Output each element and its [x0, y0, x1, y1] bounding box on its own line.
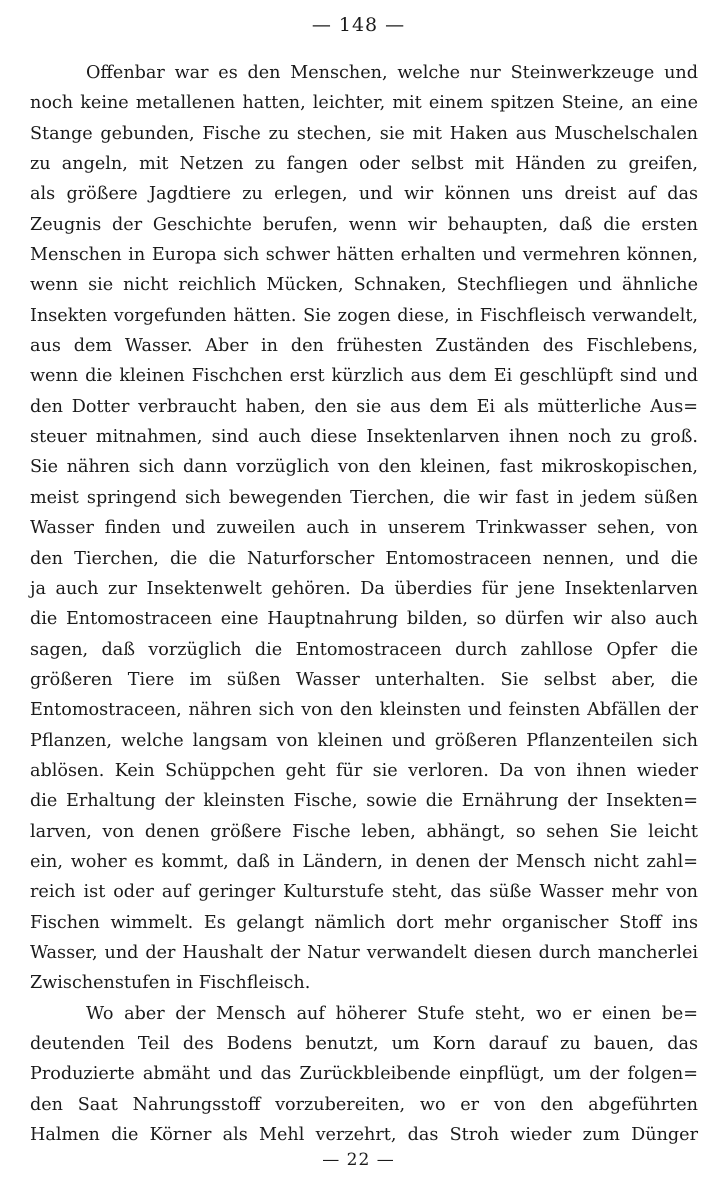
- text-line: larven, von denen größere Fische leben, abhängt, so sehen Sie leicht: [30, 821, 698, 842]
- text-line: Halmen die Körner als Mehl verzehrt, das Stroh wieder zum Dünger: [30, 1125, 698, 1146]
- text-line: aus dem Wasser. Aber in den frühesten Zuständen des Fischlebens,: [30, 336, 698, 357]
- text-line: Offenbar war es den Menschen, welche nur Steinwerkzeuge und: [86, 63, 698, 83]
- text-line: Wasser, und der Haushalt der Natur verwandelt diesen durch mancherlei: [30, 942, 698, 963]
- text-line: Zeugnis der Geschichte berufen, wenn wir behaupten, daß die ersten: [30, 214, 698, 235]
- signature-footer: — 22 —: [322, 1150, 395, 1170]
- text-line: die Erhaltung der kleinsten Fische, sowie die Ernährung der Insekten=: [30, 791, 698, 812]
- text-line: Wasser finden und zuweilen auch in unserem Trinkwasser sehen, von: [30, 518, 698, 539]
- page-number-header: — 148 —: [311, 14, 406, 36]
- paragraph-2: [30, 999, 698, 1151]
- text-line: ein, woher es kommt, daß in Ländern, in denen der Mensch nicht zahl=: [30, 851, 698, 872]
- text-line: den Tierchen, die die Naturforscher Entomostraceen nennen, und die: [30, 548, 698, 569]
- text-line: als größere Jagdtiere zu erlegen, und wir können uns dreist auf das: [30, 184, 698, 205]
- text-line: steuer mitnahmen, sind auch diese Insektenlarven ihnen noch zu groß.: [30, 427, 698, 448]
- text-line: Sie nähren sich dann vorzüglich von den kleinen, fast mikroskopischen,: [30, 457, 698, 478]
- text-line: zu angeln, mit Netzen zu fangen oder selbst mit Händen zu greifen,: [30, 154, 698, 175]
- text-line: wenn die kleinen Fischchen erst kürzlich aus dem Ei geschlüpft sind und: [30, 366, 698, 387]
- text-line: Pflanzen, welche langsam von kleinen und größeren Pflanzenteilen sich: [30, 730, 698, 751]
- text-line: Fischen wimmelt. Es gelangt nämlich dort mehr organischer Stoff ins: [30, 912, 698, 933]
- text-line: reich ist oder auf geringer Kulturstufe steht, das süße Wasser mehr von: [30, 882, 698, 903]
- text-line: größeren Tiere im süßen Wasser unterhalten. Sie selbst aber, die: [30, 669, 698, 690]
- text-line: Wo aber der Mensch auf höherer Stufe steht, wo er einen be=: [86, 1003, 698, 1024]
- text-line: Zwischenstufen in Fischfleisch.: [30, 973, 311, 994]
- text-line: ja auch zur Insektenwelt gehören. Da überdies für jene Insektenlarven: [30, 578, 698, 599]
- text-line: den Dotter verbraucht haben, den sie aus dem Ei als mütterliche Aus=: [30, 396, 698, 417]
- paragraph-1: [30, 58, 698, 999]
- text-line: die Entomostraceen eine Hauptnahrung bilden, so dürfen wir also auch: [30, 609, 698, 630]
- text-line: noch keine metallenen hatten, leichter, mit einem spitzen Steine, an eine: [30, 93, 698, 114]
- text-line: deutenden Teil des Bodens benutzt, um Korn darauf zu bauen, das: [30, 1034, 698, 1054]
- text-line: Entomostraceen, nähren sich von den kleinsten und feinsten Abfällen der: [30, 700, 698, 721]
- text-line: ablösen. Kein Schüppchen geht für sie verloren. Da von ihnen wieder: [30, 760, 698, 781]
- text-line: den Saat Nahrungsstoff vorzubereiten, wo er von den abgeführten: [30, 1094, 698, 1115]
- body-text: [30, 58, 698, 1150]
- text-line: Menschen in Europa sich schwer hätten erhalten und vermehren können,: [30, 245, 698, 266]
- text-line: Produzierte abmäht und das Zurückbleibende einpflügt, um der folgen=: [30, 1064, 698, 1085]
- text-line: meist springend sich bewegenden Tierchen, die wir fast in jedem süßen: [30, 487, 698, 508]
- text-line: Insekten vorgefunden hätten. Sie zogen diese, in Fischfleisch verwandelt,: [30, 305, 698, 326]
- text-line: wenn sie nicht reichlich Mücken, Schnaken, Stechfliegen und ähnliche: [30, 275, 698, 296]
- text-line: sagen, daß vorzüglich die Entomostraceen durch zahllose Opfer die: [30, 639, 698, 660]
- text-line: Stange gebunden, Fische zu stechen, sie mit Haken aus Muschelschalen: [30, 123, 698, 144]
